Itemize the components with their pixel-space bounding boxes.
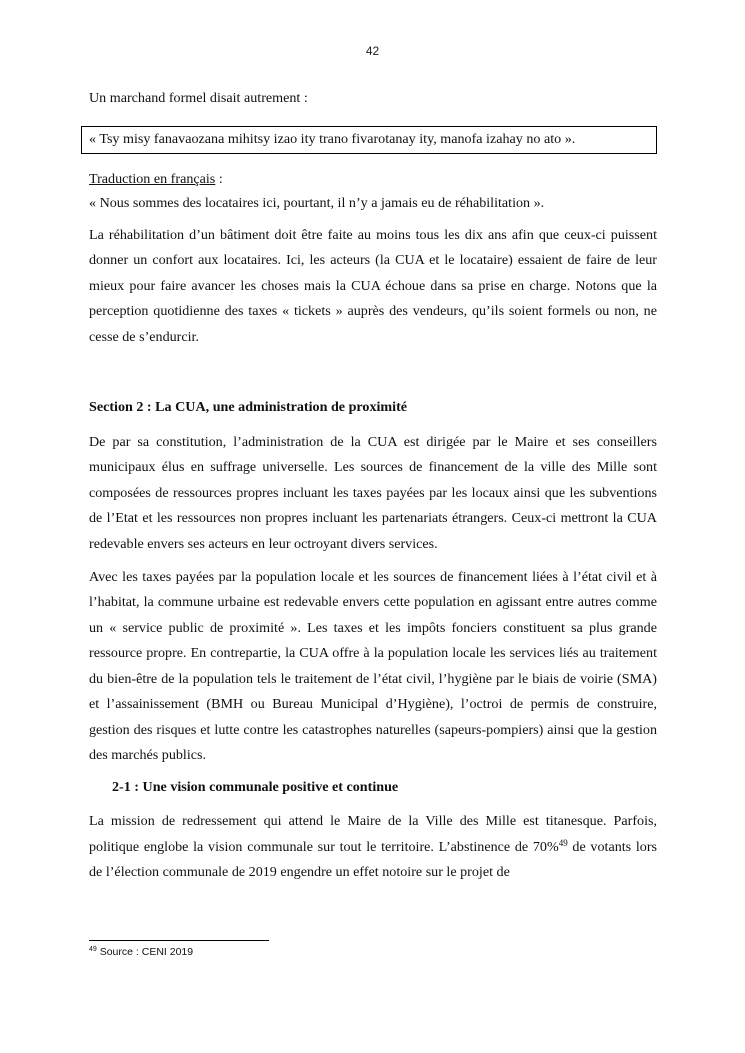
footnote-reference[interactable]: 49 [558, 837, 568, 848]
paragraph-constitution: De par sa constitution, l’administration de la CUA est dirigée par le Maire et ses conseillers municipaux élus en suffrage universelle. Les sources de financement de la ville des Mille sont composées de ressources propres incluant les taxes payées par les locaux ainsi que les subventions de l’Etat et les ressources non propres incluant les partenariats étrangers. Ceux-ci mettront la CUA redevable envers ses acteurs en leur octroyant divers services. [89, 434, 657, 552]
malagasy-quote-box: « Tsy misy fanavaozana mihitsy izao ity trano fivarotanay ity, manofa izahay no ato ». [81, 126, 657, 154]
paragraph-mission-text-a: La mission de redressement qui attend le Maire de la Ville des Mille est titanesque. Parfois, politique englobe la vision communale sur tout le territoire. L’abstinence de 70% [89, 813, 657, 855]
footnote-number: 49 [89, 946, 97, 953]
translation-label: Traduction en français [89, 171, 216, 187]
translation-quote: « Nous sommes des locataires ici, pourtant, il n’y a jamais eu de réhabilitation ». [89, 195, 545, 211]
footnote [89, 946, 193, 958]
footnote-text: Source : CENI 2019 [96, 946, 194, 958]
translation-label-line [89, 167, 657, 191]
paragraph-taxes: Avec les taxes payées par la population locale et les sources de financement liées à l’état civil et à l’habitat, la commune urbaine est redevable envers cette population en agissant entre autres comme un « service public de proximité ». Les taxes et les impôts fonciers constituent sa plus grande ressource propre. En contrepartie, la CUA offre à la population locale les services liés au traitement du bien-être de la population tels le traitement de l’état civil, l’hygiène par le biais de voirie (SMA) et l’assainissement (BMH ou Bureau Municipal d’Hygiène), l’octroi de permis de construire, gestion des risques et lutte contre les catastrophes naturelles (sapeurs-pompiers) ainsi que la gestion des marchés publics. [89, 569, 657, 763]
intro-line: Un marchand formel disait autrement : [89, 90, 308, 106]
footnote-divider [89, 940, 269, 941]
paragraph-mission [89, 809, 657, 885]
paragraph-mission-text-b: de votants lors de l’élection communale de 2019 engendre un effet notoire sur le projet de [89, 838, 657, 881]
section-2-title: Section 2 : La CUA, une administration de proximité [89, 399, 408, 416]
page-body [89, 88, 657, 886]
translation-colon: : [215, 171, 223, 187]
page-number: 42 [365, 44, 380, 58]
paragraph-rehabilitation: La réhabilitation d’un bâtiment doit être faite au moins tous les dix ans afin que ceux-ci puissent donner un confort aux locataires. Ici, les acteurs (la CUA et le locataire) essaient de faire de leur mieux pour faire avancer les choses mais la CUA échoue dans sa prise en charge. Notons que la perception quotidienne des taxes « tickets » auprès des vendeurs, qu’ils soient formels ou non, ne cesse de s’endurcir. [89, 227, 657, 345]
subsection-2-1-title: 2-1 : Une vision communale positive et continue [112, 779, 399, 796]
